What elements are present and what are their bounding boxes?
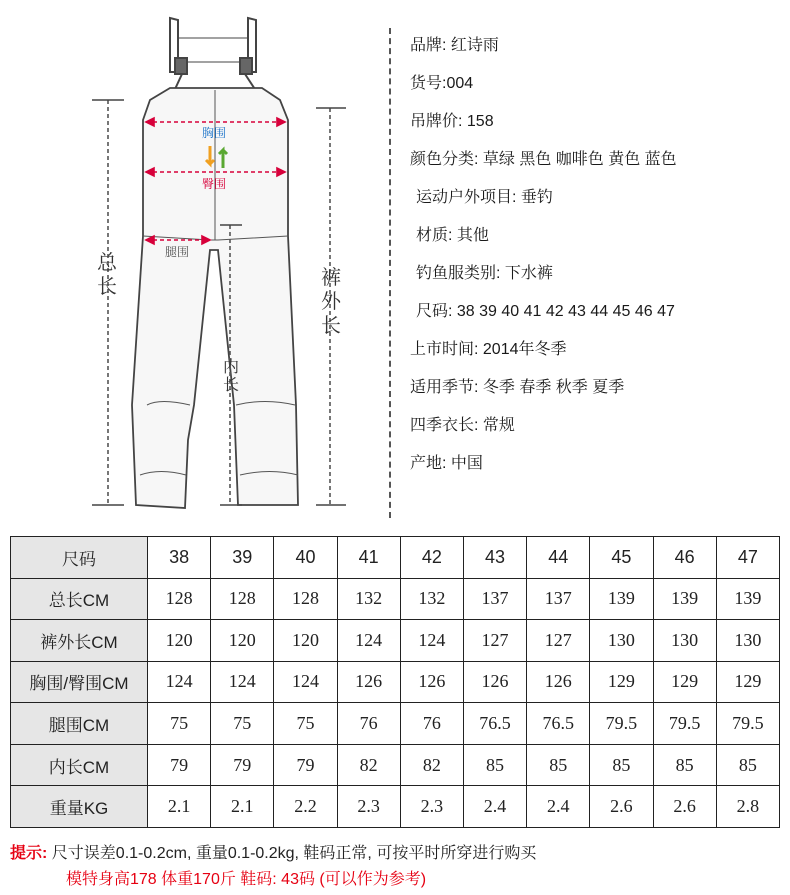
table-cell: 85	[527, 744, 590, 786]
size-header-cell: 39	[211, 537, 274, 579]
table-cell: 139	[653, 578, 716, 620]
table-cell: 2.4	[527, 786, 590, 828]
table-cell: 130	[590, 620, 653, 662]
row-label: 胸围/臀围CM	[11, 661, 148, 703]
row-label: 腿围CM	[11, 703, 148, 745]
table-cell: 2.8	[716, 786, 779, 828]
table-cell: 85	[590, 744, 653, 786]
table-cell: 129	[590, 661, 653, 703]
table-cell: 124	[148, 661, 211, 703]
table-cell: 120	[148, 620, 211, 662]
table-cell: 75	[148, 703, 211, 745]
row-label: 尺码	[11, 537, 148, 579]
table-row	[11, 744, 780, 786]
attr-season: 适用季节: 冬季 春季 秋季 夏季	[410, 379, 625, 396]
table-cell: 2.2	[274, 786, 337, 828]
attr-launch-time: 上市时间: 2014年冬季	[410, 341, 567, 358]
table-cell: 82	[400, 744, 463, 786]
attr-colors: 颜色分类: 草绿 黑色 咖啡色 黄色 蓝色	[410, 151, 677, 168]
size-header-cell: 43	[463, 537, 526, 579]
table-cell: 2.6	[590, 786, 653, 828]
table-row	[11, 620, 780, 662]
size-header-cell: 41	[337, 537, 400, 579]
size-header-cell: 38	[148, 537, 211, 579]
table-cell: 76.5	[463, 703, 526, 745]
table-cell: 79.5	[653, 703, 716, 745]
table-cell: 85	[653, 744, 716, 786]
row-label: 内长CM	[11, 744, 148, 786]
table-cell: 132	[400, 578, 463, 620]
table-cell: 2.1	[148, 786, 211, 828]
table-cell: 2.4	[463, 786, 526, 828]
table-cell: 2.1	[211, 786, 274, 828]
attr-material: 材质: 其他	[416, 227, 489, 244]
table-cell: 2.6	[653, 786, 716, 828]
table-row	[11, 578, 780, 620]
table-cell: 137	[527, 578, 590, 620]
table-cell: 128	[148, 578, 211, 620]
table-cell: 2.3	[400, 786, 463, 828]
table-cell: 126	[337, 661, 400, 703]
attr-sport: 运动户外项目: 垂钓	[416, 189, 553, 206]
table-cell: 79	[211, 744, 274, 786]
size-header-cell: 45	[590, 537, 653, 579]
total-length-label: 总 长	[97, 250, 117, 298]
tip-label: 提示:	[10, 845, 48, 862]
row-label: 重量KG	[11, 786, 148, 828]
row-label: 总长CM	[11, 578, 148, 620]
note-line-1	[10, 840, 536, 863]
attr-origin: 产地: 中国	[410, 455, 483, 472]
table-cell: 129	[653, 661, 716, 703]
attr-sizes: 尺码: 38 39 40 41 42 43 44 45 46 47	[416, 303, 675, 320]
table-cell: 79	[274, 744, 337, 786]
table-cell: 127	[463, 620, 526, 662]
table-cell: 75	[274, 703, 337, 745]
size-header-cell: 47	[716, 537, 779, 579]
attr-brand: 品牌: 红诗雨	[410, 37, 499, 54]
table-cell: 85	[716, 744, 779, 786]
table-cell: 126	[463, 661, 526, 703]
size-header-cell: 46	[653, 537, 716, 579]
row-label: 裤外长CM	[11, 620, 148, 662]
table-header-row	[11, 537, 780, 579]
table-cell: 76	[337, 703, 400, 745]
table-cell: 124	[274, 661, 337, 703]
table-cell: 85	[463, 744, 526, 786]
leg-label: 腿围	[165, 245, 190, 259]
table-cell: 128	[211, 578, 274, 620]
table-row	[11, 703, 780, 745]
table-cell: 139	[590, 578, 653, 620]
table-cell: 79.5	[590, 703, 653, 745]
table-cell: 127	[527, 620, 590, 662]
size-header-cell: 42	[400, 537, 463, 579]
table-cell: 130	[716, 620, 779, 662]
table-cell: 79.5	[716, 703, 779, 745]
vertical-divider	[389, 28, 391, 518]
table-cell: 124	[211, 661, 274, 703]
table-cell: 130	[653, 620, 716, 662]
table-cell: 126	[400, 661, 463, 703]
note-line-2: 模特身高178 体重170斤 鞋码: 43码 (可以作为参考)	[66, 871, 427, 888]
table-cell: 79	[148, 744, 211, 786]
size-header-cell: 44	[527, 537, 590, 579]
table-cell: 139	[716, 578, 779, 620]
table-cell: 120	[211, 620, 274, 662]
table-cell: 126	[527, 661, 590, 703]
table-cell: 75	[211, 703, 274, 745]
table-cell: 76.5	[527, 703, 590, 745]
table-row	[11, 661, 780, 703]
table-cell: 124	[400, 620, 463, 662]
table-cell: 124	[337, 620, 400, 662]
table-cell: 82	[337, 744, 400, 786]
attr-category: 钓鱼服类别: 下水裤	[416, 265, 553, 282]
table-cell: 2.3	[337, 786, 400, 828]
table-cell: 129	[716, 661, 779, 703]
table-cell: 76	[400, 703, 463, 745]
attr-item-number: 货号:004	[410, 75, 474, 92]
table-cell: 128	[274, 578, 337, 620]
chest-label: 胸围	[202, 126, 227, 140]
inner-length-label: 内 长	[222, 357, 239, 394]
hip-label: 臀围	[202, 177, 227, 191]
attr-tag-price: 吊牌价: 158	[410, 113, 494, 130]
size-header-cell: 40	[274, 537, 337, 579]
attr-length: 四季衣长: 常规	[410, 417, 515, 434]
size-table	[10, 536, 780, 828]
table-cell: 132	[337, 578, 400, 620]
table-cell: 137	[463, 578, 526, 620]
tip-text: 尺寸误差0.1-0.2cm, 重量0.1-0.2kg, 鞋码正常, 可按平时所穿进行购买	[51, 845, 537, 862]
table-row	[11, 786, 780, 828]
table-cell: 120	[274, 620, 337, 662]
outer-length-label: 裤 外 长	[321, 265, 341, 337]
